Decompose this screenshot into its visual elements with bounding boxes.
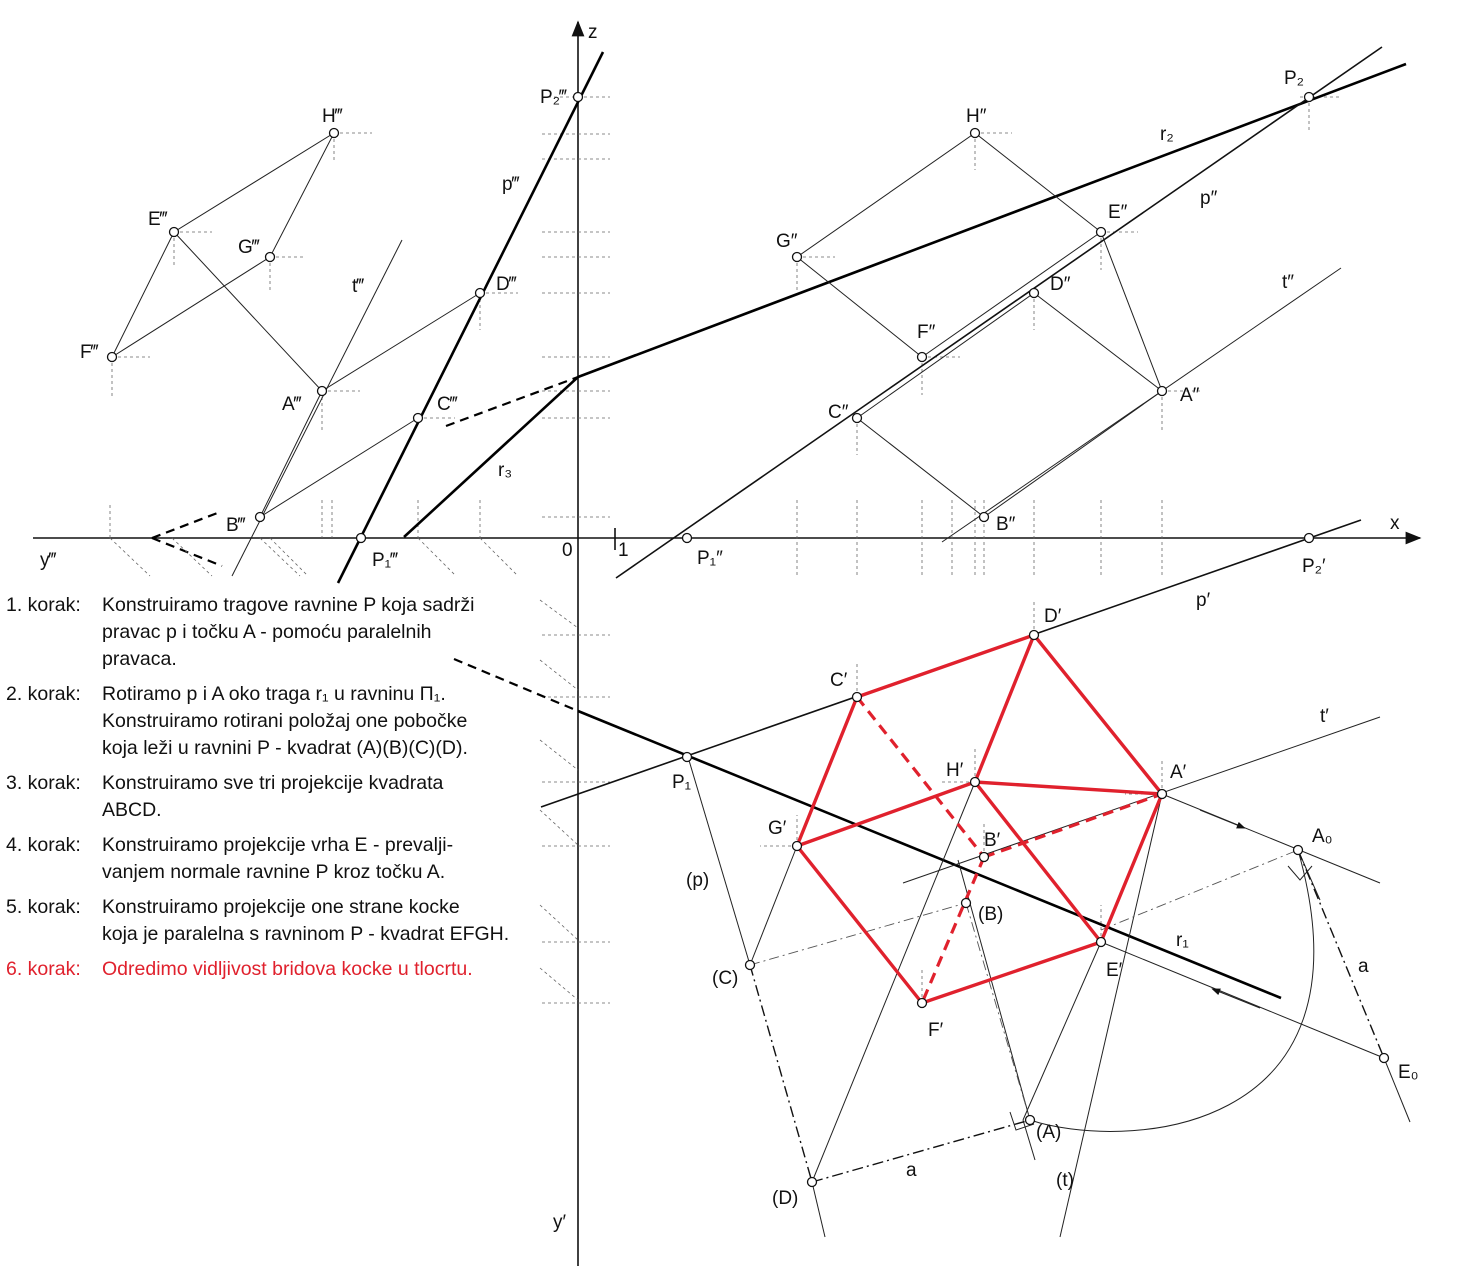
label-Cr: (C) [712,968,739,989]
arrow-2 [1215,990,1260,1008]
step-4-number: 4. korak: [6,834,81,856]
origin-label: 0 [562,540,573,561]
label-P2-1: P₂′ [1302,556,1326,577]
step-6 [6,956,581,983]
label-G3: G‴ [238,237,260,258]
line-p3 [338,52,603,583]
label-C3: C‴ [437,394,458,415]
axis-y-plan-label: y′ [553,1212,567,1233]
label-H3: H‴ [322,106,343,127]
label-Br: (B) [978,904,1004,925]
line-p2 [616,47,1382,578]
label-r3: r₃ [498,460,513,481]
label-A2: A″ [1180,385,1200,406]
label-H2: H″ [966,106,987,127]
label-r1: r₁ [1176,930,1189,951]
label-E2: E″ [1108,202,1128,223]
label-B2: B″ [996,514,1016,535]
step-3 [6,770,581,824]
trace-r2 [578,64,1406,377]
label-C2: C″ [828,402,849,423]
label-r2: r₂ [1160,124,1174,145]
label-Dr: (D) [772,1188,799,1209]
step-1 [6,592,581,673]
label-t1: t′ [1320,706,1329,727]
label-p3: p‴ [502,174,520,195]
label-pr: (p) [686,870,710,891]
label-F3: F‴ [80,342,99,363]
step-5 [6,894,581,948]
axis-z-label: z [588,22,598,43]
label-A1: A′ [1170,762,1187,783]
label-G2: G″ [776,231,798,252]
side-H-line [812,782,975,1182]
step-2 [6,681,581,762]
label-t2: t″ [1282,272,1295,293]
label-D2: D″ [1050,274,1071,295]
label-P1-2: P₁″ [697,548,723,569]
arrow-1 [1200,810,1242,827]
label-p1: p′ [1196,590,1211,611]
label-t3: t‴ [352,276,365,297]
side-view-axis-ref [152,512,220,538]
label-Ao: A₀ [1312,826,1333,847]
label-P2: P₂ [1284,68,1305,89]
step-3-text: Konstruiramo sve tri projekcije kvadrata ABCD. [102,772,444,821]
normal-E-line [1101,942,1384,1058]
step-5-number: 5. korak: [6,896,81,918]
step-4 [6,832,581,886]
step-1-number: 1. korak: [6,594,81,616]
front-view-cube [797,133,1162,517]
line-tr [1060,794,1162,1237]
hidden-edge-BF [922,857,984,1003]
rotation-arc [1030,850,1314,1131]
label-D1: D′ [1044,606,1062,627]
step-1-text: Konstruiramo tragove ravnine P koja sadrži pravac p i točku A - pomoću paralelnih pravaca. [102,594,475,670]
trace-r3-dashed [446,377,578,426]
side-A-line [1023,942,1101,1120]
label-a1: a [1358,956,1369,977]
side-H-line2 [812,1182,825,1237]
label-E3: E‴ [148,209,168,230]
label-E1: E′ [1106,960,1123,981]
label-tr: (t) [1056,1170,1074,1191]
label-G1: G′ [768,818,787,839]
label-F1: F′ [928,1020,944,1041]
label-A3: A‴ [282,394,302,415]
unit-label: 1 [618,540,629,561]
label-B3: B‴ [226,515,246,536]
step-2-text: Rotiramo p i A oko traga r₁ u ravninu Π₁. Konstruiramo rotirani položaj one pobočke koja leži u ravnini P - kvadrat (A)(B)(C)(D). [102,683,468,759]
label-p2: p″ [1200,188,1218,209]
label-Eo: E₀ [1398,1062,1419,1083]
label-D3: D‴ [496,274,517,295]
label-a2: a [906,1160,917,1181]
step-4-text: Konstruiramo projekcije vrha E - prevalji- vanjem normale ravnine P kroz točku A. [102,834,454,883]
axis-y-side-label: y‴ [40,550,57,571]
step-6-text: Odredimo vidljivost bridova kocke u tlocrtu. [102,958,473,980]
line-pr [688,757,750,965]
side-view-cube [112,133,480,517]
construction-steps [6,592,581,991]
label-P1: P₁ [672,772,692,793]
step-5-text: Konstruiramo projekcije one strane kocke koja je paralelna s ravninom P - kvadrat EFGH. [102,896,510,945]
label-B1: B′ [984,830,1001,851]
label-Ar: (A) [1036,1122,1062,1143]
label-H1: H′ [946,760,964,781]
label-P1-3: P₁‴ [372,550,398,571]
step-3-number: 3. korak: [6,772,81,794]
step-6-number: 6. korak: [6,958,81,980]
axis-x-label: x [1390,513,1400,534]
label-P2-3: P₂‴ [540,87,567,108]
label-F2: F″ [917,322,936,343]
normal-A-line [1162,794,1380,883]
label-C1: C′ [830,670,848,691]
side-G-line [750,846,797,965]
step-2-number: 2. korak: [6,683,81,705]
line-t3 [232,240,402,576]
